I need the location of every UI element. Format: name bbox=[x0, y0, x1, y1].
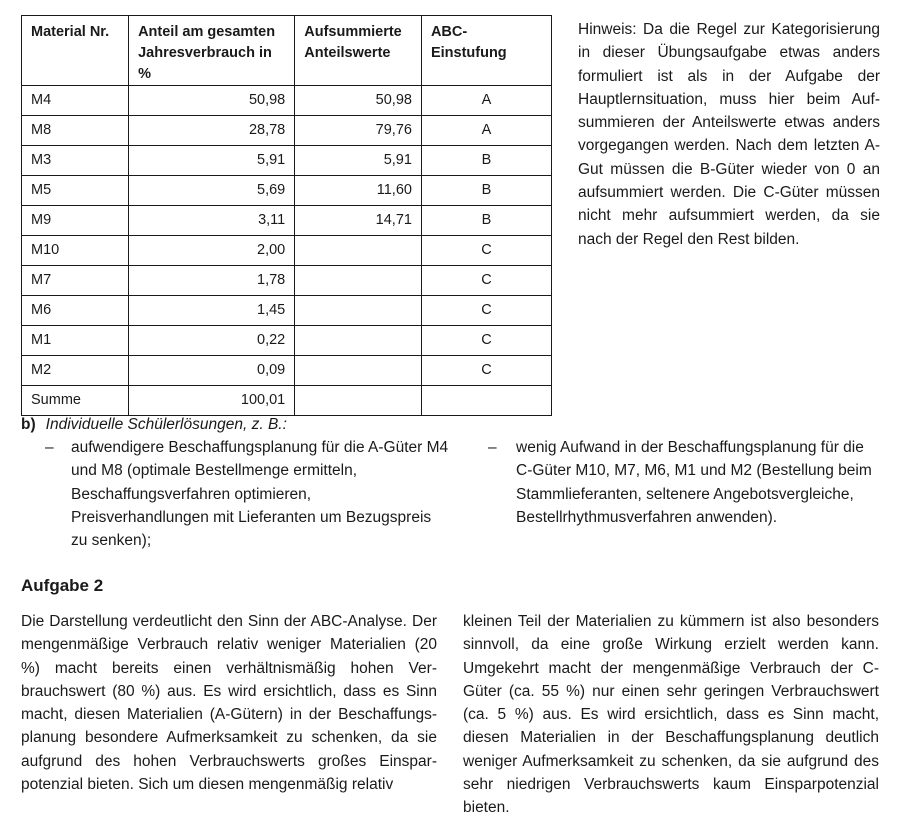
cell-anteil: 50,98 bbox=[129, 86, 295, 116]
task2-col-right: kleinen Teil der Materialien zu kümmern ist also besonders sinnvoll, da eine große Wirkung erzielt werden kann. Umgekehrt macht der mengenmäßige Verbrauch der C-Güter (ca. 55 %) nur einen sehr geringen Verbrauchswert (ca. 5 %) aus. Es wird ersichtlich, dass es Sinn macht, diesen Materialien in der Beschaffungsplanung deutlich weniger Aufmerksamkeit zu schenken, da sie aufgrund des sehr niedrigen Verbrauchswerts kaum Einsparpotenzial bieten. bbox=[463, 613, 879, 817]
cell-klasse: C bbox=[421, 236, 551, 266]
header-aufsummiert: Aufsummierte Anteilswerte bbox=[295, 16, 422, 86]
cell-summe: 5,91 bbox=[295, 146, 422, 176]
cell-anteil: 0,22 bbox=[129, 326, 295, 356]
header-anteil: Anteil am gesamten Jahresverbrauch in % bbox=[129, 16, 295, 86]
cell-anteil: 5,69 bbox=[129, 176, 295, 206]
cell-summe: 50,98 bbox=[295, 86, 422, 116]
cell-anteil: 5,91 bbox=[129, 146, 295, 176]
table-row bbox=[22, 266, 552, 296]
header-material-nr: Material Nr. bbox=[22, 16, 129, 86]
cell-summe: 11,60 bbox=[295, 176, 422, 206]
table-row bbox=[22, 176, 552, 206]
part-b-heading bbox=[21, 413, 287, 436]
table-body bbox=[22, 86, 552, 416]
cell-klasse: C bbox=[421, 356, 551, 386]
cell-klasse: A bbox=[421, 86, 551, 116]
cell-total-klasse bbox=[421, 386, 551, 416]
cell-anteil: 0,09 bbox=[129, 356, 295, 386]
cell-material: M8 bbox=[22, 116, 129, 146]
cell-summe bbox=[295, 326, 422, 356]
table-row bbox=[22, 236, 552, 266]
dash-marker: – bbox=[45, 439, 54, 456]
cell-klasse: B bbox=[421, 146, 551, 176]
cell-anteil: 28,78 bbox=[129, 116, 295, 146]
cell-klasse: C bbox=[421, 296, 551, 326]
cell-anteil: 1,45 bbox=[129, 296, 295, 326]
cell-material: M1 bbox=[22, 326, 129, 356]
part-b-label: b) bbox=[21, 416, 36, 433]
cell-klasse: B bbox=[421, 206, 551, 236]
table-row bbox=[22, 326, 552, 356]
table-row bbox=[22, 356, 552, 386]
task2-heading: Aufgabe 2 bbox=[21, 576, 104, 595]
cell-total-summe bbox=[295, 386, 422, 416]
cell-material: M3 bbox=[22, 146, 129, 176]
cell-summe: 14,71 bbox=[295, 206, 422, 236]
table-total-row bbox=[22, 386, 552, 416]
dash-marker: – bbox=[488, 439, 497, 456]
task2-col-left: Die Darstellung verdeutlicht den Sinn der ABC-Analyse. Der mengenmäßige Verbrauch relativ weniger Materialien (20 %) macht bereits einen verhältnismäßig hohen Verbrauchswert (80 %) aus. Es wird ersichtlich, dass es Sinn macht, diesen Materialien (A-Gütern) in der Beschaffungsplanung besondere Aufmerksamkeit zu schenken, da sie aufgrund des hohen Verbrauchswerts großes Einsparpotenzial bieten. Sich um diesen mengenmäßig relativ bbox=[21, 613, 437, 794]
table-row bbox=[22, 146, 552, 176]
header-abc-einstufung: ABC-Einstufung bbox=[421, 16, 551, 86]
cell-material: M4 bbox=[22, 86, 129, 116]
abc-table bbox=[21, 15, 552, 416]
cell-anteil: 1,78 bbox=[129, 266, 295, 296]
cell-klasse: C bbox=[421, 266, 551, 296]
cell-total-label: Summe bbox=[22, 386, 129, 416]
cell-klasse: A bbox=[421, 116, 551, 146]
cell-summe bbox=[295, 356, 422, 386]
cell-total-anteil: 100,01 bbox=[129, 386, 295, 416]
cell-material: M2 bbox=[22, 356, 129, 386]
table-row bbox=[22, 296, 552, 326]
bullet-left-text: aufwendigere Beschaffungsplanung für die A-Güter M4 und M8 (optimale Bestellmenge ermitteln, Beschaffungsverfahren optimieren, Preisverhandlungen mit Lieferanten um Bezugspreis zu senken); bbox=[71, 439, 449, 550]
cell-summe bbox=[295, 296, 422, 326]
hint-note: Hinweis: Da die Regel zur Kategorisierung in dieser Übungsaufgabe etwas anders formuliert ist als in der Aufgabe der Hauptlernsituation, muss hier beim Aufsummieren der Anteilswerte etwas anders vorgegangen werden. Nach dem letzten A-Gut müssen die B-Güter wieder von 0 an aufsummiert werden. Die C-Güter müssen nicht mehr aufsummiert werden, da sie nach der Regel den Rest bilden. bbox=[578, 21, 880, 248]
cell-klasse: C bbox=[421, 326, 551, 356]
table-row bbox=[22, 206, 552, 236]
part-b-intro: Individuelle Schülerlösungen, z. B.: bbox=[45, 416, 287, 433]
cell-material: M9 bbox=[22, 206, 129, 236]
cell-summe: 79,76 bbox=[295, 116, 422, 146]
table-row bbox=[22, 86, 552, 116]
bullet-right-text: wenig Aufwand in der Beschaffungsplanung für die C-Güter M10, M7, M6, M1 und M2 (Bestellung beim Stammlieferanten, seltenere Angebotsvergleiche, Bestellrhythmusverfahren anwenden). bbox=[516, 439, 872, 526]
table-header-row bbox=[22, 16, 552, 86]
cell-anteil: 2,00 bbox=[129, 236, 295, 266]
cell-klasse: B bbox=[421, 176, 551, 206]
cell-material: M5 bbox=[22, 176, 129, 206]
cell-material: M10 bbox=[22, 236, 129, 266]
cell-material: M7 bbox=[22, 266, 129, 296]
table-row bbox=[22, 116, 552, 146]
cell-summe bbox=[295, 236, 422, 266]
cell-material: M6 bbox=[22, 296, 129, 326]
cell-anteil: 3,11 bbox=[129, 206, 295, 236]
cell-summe bbox=[295, 266, 422, 296]
